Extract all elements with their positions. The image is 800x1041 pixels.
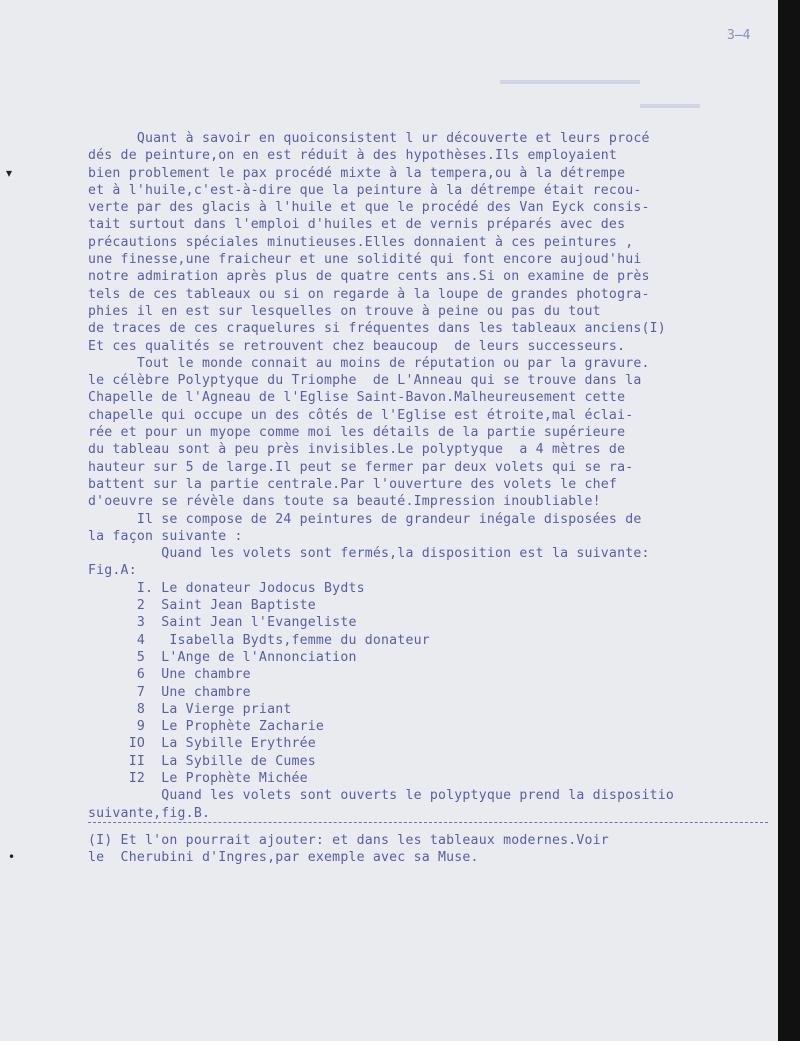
text-line: Fig.A: (88, 563, 137, 579)
text-line: Quand les volets sont ouverts le polyptyque prend la dispositio (88, 788, 675, 804)
text-line: 8 La Vierge priant (88, 701, 292, 717)
text-line: I. Le donateur Jodocus Bydts (88, 580, 365, 596)
body-text (88, 130, 674, 822)
text-line: 6 Une chambre (88, 667, 251, 683)
text-line: du tableau sont à peu près invisibles.Le polyptyque a 4 mètres de (88, 442, 626, 458)
footnote-line: le Cherubini d'Ingres,par exemple avec sa Muse. (88, 850, 479, 866)
footnote-text (88, 832, 609, 867)
text-line: suivante,fig.B. (88, 805, 211, 821)
footnote-line: (I) Et l'on pourrait ajouter: et dans les tableaux modernes.Voir (88, 833, 609, 848)
text-line: Il se compose de 24 peintures de grandeur inégale disposées de (88, 511, 642, 527)
page-number: 3̶4 (727, 28, 751, 43)
text-line: Quand les volets sont fermés,la disposition est la suivante: (88, 546, 650, 562)
text-line: verte par des glacis à l'huile et que le procédé des Van Eyck consis- (88, 200, 650, 216)
text-line: la façon suivante : (88, 528, 243, 544)
text-line: une finesse,une fraicheur et une solidité qui font encore aujoud'hui (88, 252, 642, 268)
text-line: 3 Saint Jean l'Evangeliste (88, 615, 357, 631)
text-line: II La Sybille de Cumes (88, 753, 316, 769)
text-line: I2 Le Prophète Michée (88, 770, 308, 786)
text-line: chapelle qui occupe un des côtés de l'Eglise est étroite,mal éclai- (88, 407, 634, 423)
text-line: bien problement le pax procédé mixte à la tempera,ou à la détrempe (88, 165, 626, 181)
footnote-separator (88, 822, 768, 823)
text-line: tait surtout dans l'emploi d'huiles et de vernis préparés avec des (88, 217, 626, 233)
faded-ink-mark (500, 80, 640, 84)
margin-mark: • (8, 850, 16, 864)
margin-mark: ▾ (6, 166, 13, 180)
text-line: 5 L'Ange de l'Annonciation (88, 649, 357, 665)
text-line: d'oeuvre se révèle dans toute sa beauté.Impression inoubliable! (88, 494, 601, 510)
text-line: hauteur sur 5 de large.Il peut se fermer par deux volets qui se ra- (88, 459, 634, 475)
text-line: et à l'huile,c'est-à-dire que la peinture à la détrempe était recou- (88, 182, 642, 198)
text-line: 9 Le Prophète Zacharie (88, 719, 325, 735)
text-line: Tout le monde connait au moins de réputation ou par la gravure. (88, 355, 650, 371)
text-line: le célèbre Polyptyque du Triomphe de L'Anneau qui se trouve dans la (88, 373, 642, 389)
text-line: Chapelle de l'Agneau de l'Eglise Saint-Bavon.Malheureusement cette (88, 390, 626, 406)
text-line: phies il en est sur lesquelles on trouve à peine ou pas du tout (88, 303, 601, 319)
text-line: 2 Saint Jean Baptiste (88, 598, 316, 614)
scan-edge (778, 0, 800, 1041)
text-line: notre admiration après plus de quatre cents ans.Si on examine de près (88, 269, 650, 285)
text-line: Et ces qualités se retrouvent chez beaucoup de leurs successeurs. (88, 338, 626, 354)
faded-ink-mark (640, 104, 700, 108)
text-line: de traces de ces craquelures si fréquentes dans les tableaux anciens(I) (88, 321, 666, 337)
text-line: 7 Une chambre (88, 684, 251, 700)
text-line: tels de ces tableaux ou si on regarde à la loupe de grandes photogra- (88, 286, 650, 302)
text-line: battent sur la partie centrale.Par l'ouverture des volets le chef (88, 476, 618, 492)
text-line: rée et pour un myope comme moi les détails de la partie supérieure (88, 425, 626, 441)
text-line: précautions spéciales minutieuses.Elles donnaient à ces peintures , (88, 234, 634, 250)
text-line: Quant à savoir en quoiconsistent l ur découverte et leurs procé (88, 131, 650, 146)
text-line: IO La Sybille Erythrée (88, 736, 316, 752)
text-line: 4 Isabella Bydts,femme du donateur (88, 632, 430, 648)
text-line: dés de peinture,on en est réduit à des hypothèses.Ils employaient (88, 148, 618, 164)
